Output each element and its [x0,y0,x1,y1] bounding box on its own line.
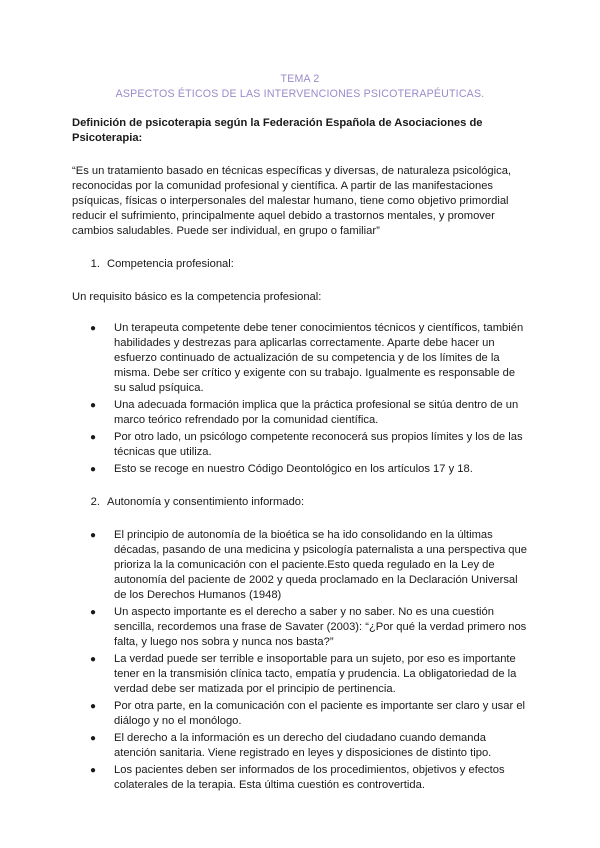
list-item: ● Un terapeuta competente debe tener conocimientos técnicos y científicos, también habilidades y destrezas para aplicarlas correctamente. Aparte debe hacer un esfuerzo continuado de actualización de su competencia y de los límites de la misma. Debe ser crítico y exigente con su trabajo. Igualmente es responsable de su salud psíquica. [90,322,524,394]
definition-heading: Definición de psicoterapia según la Federación Española de Asociaciones de Psicoterapia: [72,117,483,144]
list-item: ● Una adecuada formación implica que la práctica profesional se sitúa dentro de un marco teórico refrendado por la comunidad científica. [90,399,519,426]
bullet-icon: ● [90,765,97,776]
definition-quote: “Es un tratamiento basado en técnicas específicas y diversas, de naturaleza psicológica, reconocidas por la comunidad profesional y científica. A partir de las manifestaciones psíquicas, físicas o interpersonales del malestar humano, tiene como objetivo primordial reducir el sufrimiento, principalmente aquel debido a trastornos mentales, y promover cambios saludables. Puede ser individual, en grupo o familiar” [72,165,512,237]
bullet-icon: ● [90,607,97,618]
bullet-list [72,528,528,793]
list-item: ● Los pacientes deben ser informados de los procedimientos, objetivos y efectos colaterales de la terapia. Esta última cuestión es controvertida. [90,764,505,791]
bullet-icon: ● [90,733,97,744]
list-item: ● La verdad puede ser terrible e insoportable para un sujeto, por eso es importante tener en la transmisión clínica tacto, empatía y prudencia. La obligatoriedad de la verdad debe ser matizada por el principio de pertinencia. [90,653,517,695]
bullet-icon: ● [90,432,97,443]
bullet-icon: ● [90,400,97,411]
list-item: ● Esto se recoge en nuestro Código Deontológico en los artículos 17 y 18. [90,463,473,475]
bullet-list [72,321,528,477]
bullet-icon: ● [90,654,97,665]
section-title: Autonomía y consentimiento informado: [107,496,305,508]
list-item: ● El principio de autonomía de la bioética se ha ido consolidando en la últimas décadas, pasando de una medicina y psicología paternalista a una perspectiva que prioriza la la comunicación con el paciente.Esto queda regulado en la Ley de autonomía del paciente de 2002 y queda proclamado en la Declaración Universal de los Derechos Humanos (1948) [90,529,527,601]
bullet-icon: ● [90,323,97,334]
topic-number: TEMA 2 [280,73,320,85]
bullet-icon: ● [90,701,97,712]
section-number: 2. [90,496,100,508]
list-item: ● Por otro lado, un psicólogo competente reconocerá sus propios límites y los de las técnicas que utiliza. [90,431,523,458]
section-heading [72,495,528,510]
section-number: 1. [90,258,100,270]
topic-title: ASPECTOS ÉTICOS DE LAS INTERVENCIONES PSICOTERAPÉUTICAS. [115,88,485,100]
list-item: ● Un aspecto importante es el derecho a saber y no saber. No es una cuestión sencilla, recordemos una frase de Savater (2003): “¿Por qué la verdad primero nos falta, y luego nos sobra y nunca nos basta?” [90,606,527,648]
section-intro: Un requisito básico es la competencia profesional: [72,291,322,303]
section-title: Competencia profesional: [107,258,234,270]
section-heading [72,257,528,272]
bullet-icon: ● [90,464,97,475]
list-item: ● Por otra parte, en la comunicación con el paciente es importante ser claro y usar el diálogo y no el monólogo. [90,700,526,727]
list-item: ● El derecho a la información es un derecho del ciudadano cuando demanda atención sanitaria. Viene registrado en leyes y disposiciones de distinto tipo. [90,732,492,759]
bullet-icon: ● [90,530,97,541]
